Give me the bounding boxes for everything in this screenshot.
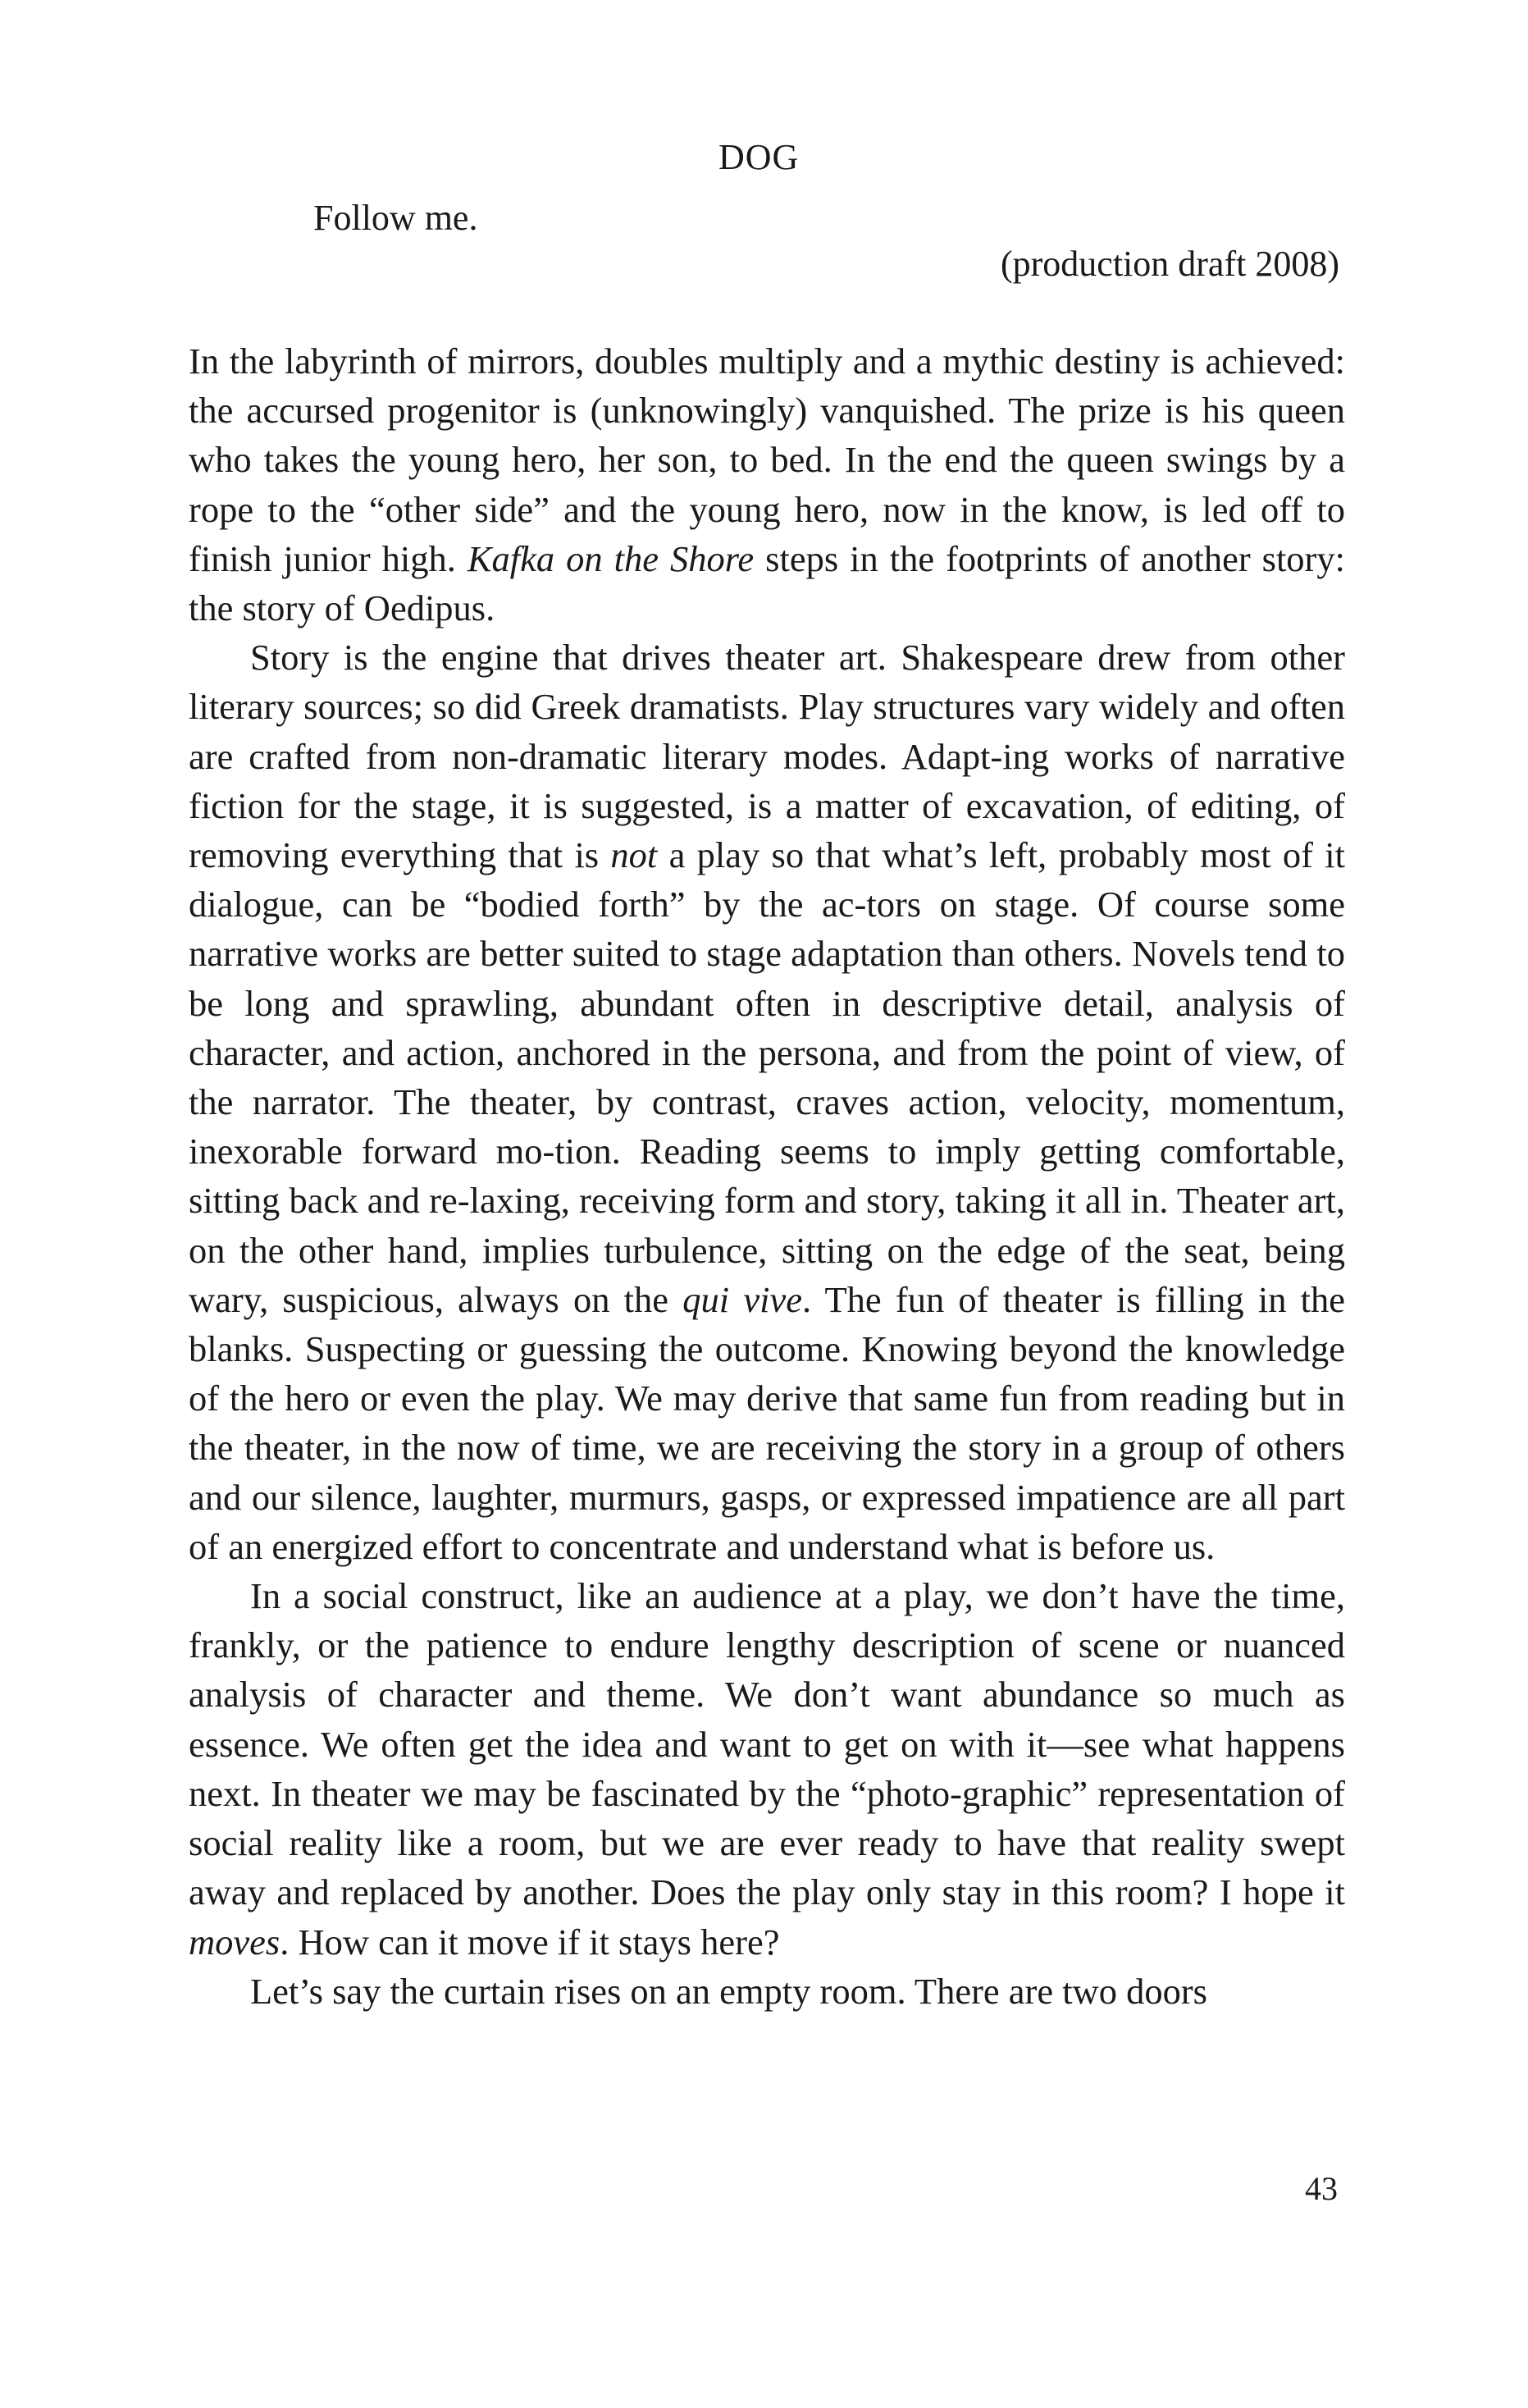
text-run: a play so that what’s left, probably most of it dialogue, can be “bodied forth” by the ac-tors on stage. Of course some narrative works are better suited to stage adaptation than others. Novels tend to be long and sprawling, abundant often in descriptive detail, analysis of character, and action, anchored in the persona, and from the point of view, of the narrator. The theater, by contrast, craves action, velocity, momentum, inexorable forward mo-tion. Reading seems to imply getting comfortable, sitting back and re-laxing, receiving form and story, taking it all in. Theater art, on the other hand, implies turbulence, sitting on the edge of the seat, being wary, suspicious, always on the [189, 834, 1345, 1320]
text-run: Story is the engine that drives theater art. Shakespeare drew from other literary sources; so did Greek dramatists. Play structures vary widely and often are crafted from non-dramatic literary modes. Adapt-ing works of narrative fiction for the stage, it is suggested, is a matter of excavation, of editing, of removing everything that is [189, 637, 1345, 876]
italic-phrase: not [610, 834, 658, 876]
character-name: DOG [718, 137, 800, 177]
text-run: . How can it move if it stays here? [280, 1921, 780, 1962]
text-run: steps in the footprints of another story: the story of Oedipus. [189, 537, 1345, 629]
paragraph [189, 1571, 1345, 1967]
paragraph [189, 336, 1345, 633]
text-run: In a social construct, like an audience at a play, we don’t have the time, frankly, or the patience to endure lengthy description of scene or nuanced analysis of character and theme. We don’t want abundance so much as essence. We often get the idea and want to get on with it—see what happens next. In theater we may be fascinated by the “photo-graphic” representation of social reality like a room, but we are ever ready to have that reality swept away and replaced by another. Does the play only stay in this room? I hope it [189, 1575, 1345, 1913]
italic-phrase: Kafka on the Shore [467, 537, 755, 579]
italic-phrase: moves [189, 1921, 281, 1962]
paragraph [189, 633, 1345, 1571]
paragraph [189, 1967, 1345, 2016]
text-run: Let’s say the curtain rises on an empty room. There are two doors [250, 1970, 1207, 2012]
italic-phrase: qui vive [682, 1278, 802, 1320]
page-number: 43 [1305, 2170, 1338, 2207]
dialogue-line: Follow me. [313, 198, 478, 238]
draft-note: (production draft 2008) [1001, 244, 1339, 284]
body-text [189, 336, 1345, 2016]
text-run: In the labyrinth of mirrors, doubles multiply and a mythic destiny is achieved: the accursed progenitor is (unknowingly) vanquished. The prize is his queen who takes the young hero, her son, to bed. In the end the queen swings by a rope to the “other side” and the young hero, now in the know, is led off to finish junior high. [189, 340, 1345, 579]
text-run: . The fun of theater is filling in the blanks. Suspecting or guessing the outcome. Knowing beyond the knowledge of the hero or even the play. We may derive that same fun from reading but in the theater, in the now of time, we are receiving the story in a group of others and our silence, laughter, murmurs, gasps, or expressed impatience are all part of an energized effort to concentrate and understand what is before us. [189, 1278, 1346, 1567]
script-excerpt [0, 0, 1528, 328]
